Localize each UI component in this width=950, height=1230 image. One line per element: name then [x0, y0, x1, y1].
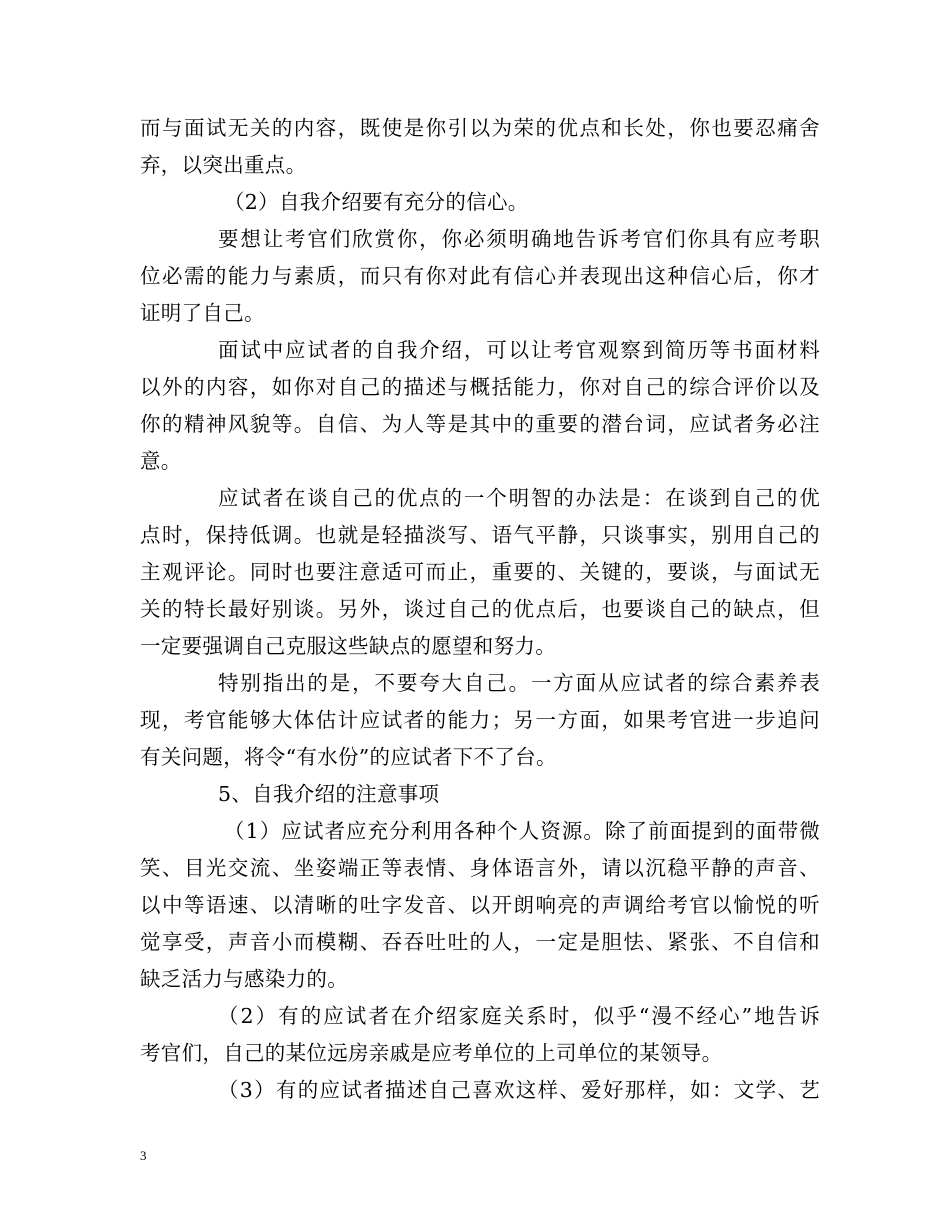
text-line: 现，考官能够大体估计应试者的能力；另一方面，如果考官进一步追问: [140, 708, 820, 732]
text-line: （3）有的应试者描述自己喜欢这样、爱好那样，如：文学、艺: [218, 1078, 820, 1102]
text-line: 点时，保持低调。也就是轻描淡写、语气平静，只谈事实，别用自己的: [140, 523, 820, 547]
text-line: 笑、目光交流、坐姿端正等表情、身体语言外，请以沉稳平静的声音、: [140, 856, 820, 880]
text-line: 主观评论。同时也要注意适可而止，重要的、关键的，要谈，与面试无: [140, 560, 820, 584]
text-line: 而与面试无关的内容，既使是你引以为荣的优点和长处，你也要忍痛舍: [140, 116, 820, 140]
text-line: 以中等语速、以清晰的吐字发音、以开朗响亮的声调给考官以愉悦的听: [140, 893, 820, 917]
text-line: （1）应试者应充分利用各种个人资源。除了前面提到的面带微: [224, 819, 820, 843]
section-heading: 5、自我介绍的注意事项: [218, 782, 440, 806]
text-line: 要想让考官们欣赏你，你必须明确地告诉考官们你具有应考职: [218, 227, 820, 251]
text-line: 关的特长最好别谈。另外，谈过自己的优点后，也要谈自己的缺点，但: [140, 597, 820, 621]
text-line: 有关问题，将令“有水份”的应试者下不了台。: [140, 745, 557, 769]
text-line: 面试中应试者的自我介绍，可以让考官观察到简历等书面材料: [218, 338, 820, 362]
text-line: 一定要强调自己克服这些缺点的愿望和努力。: [140, 634, 556, 658]
text-line: 特别指出的是，不要夸大自己。一方面从应试者的综合素养表: [218, 671, 820, 695]
section-heading: （2）自我介绍要有充分的信心。: [224, 190, 529, 214]
text-line: 弃，以突出重点。: [140, 153, 307, 177]
text-line: 证明了自己。: [140, 301, 265, 325]
text-line: 位必需的能力与素质，而只有你对此有信心并表现出这种信心后，你才: [140, 264, 820, 288]
text-line: 考官们，自己的某位远房亲戚是应考单位的上司单位的某领导。: [140, 1041, 723, 1065]
text-line: 你的精神风貌等。自信、为人等是其中的重要的潜台词，应试者务必注: [140, 412, 820, 436]
page-number: 3: [140, 1148, 147, 1163]
text-line: 应试者在谈自己的优点的一个明智的办法是：在谈到自己的优: [218, 486, 820, 510]
text-line: （2）有的应试者在介绍家庭关系时，似乎“漫不经心”地告诉: [218, 1004, 820, 1028]
text-line: 以外的内容，如你对自己的描述与概括能力，你对自己的综合评价以及: [140, 375, 820, 399]
text-line: 觉享受，声音小而模糊、吞吞吐吐的人，一定是胆怯、紧张、不自信和: [140, 930, 820, 954]
document-page: [140, 110, 820, 1109]
text-line: 缺乏活力与感染力的。: [140, 967, 348, 991]
text-line: 意。: [140, 449, 182, 473]
